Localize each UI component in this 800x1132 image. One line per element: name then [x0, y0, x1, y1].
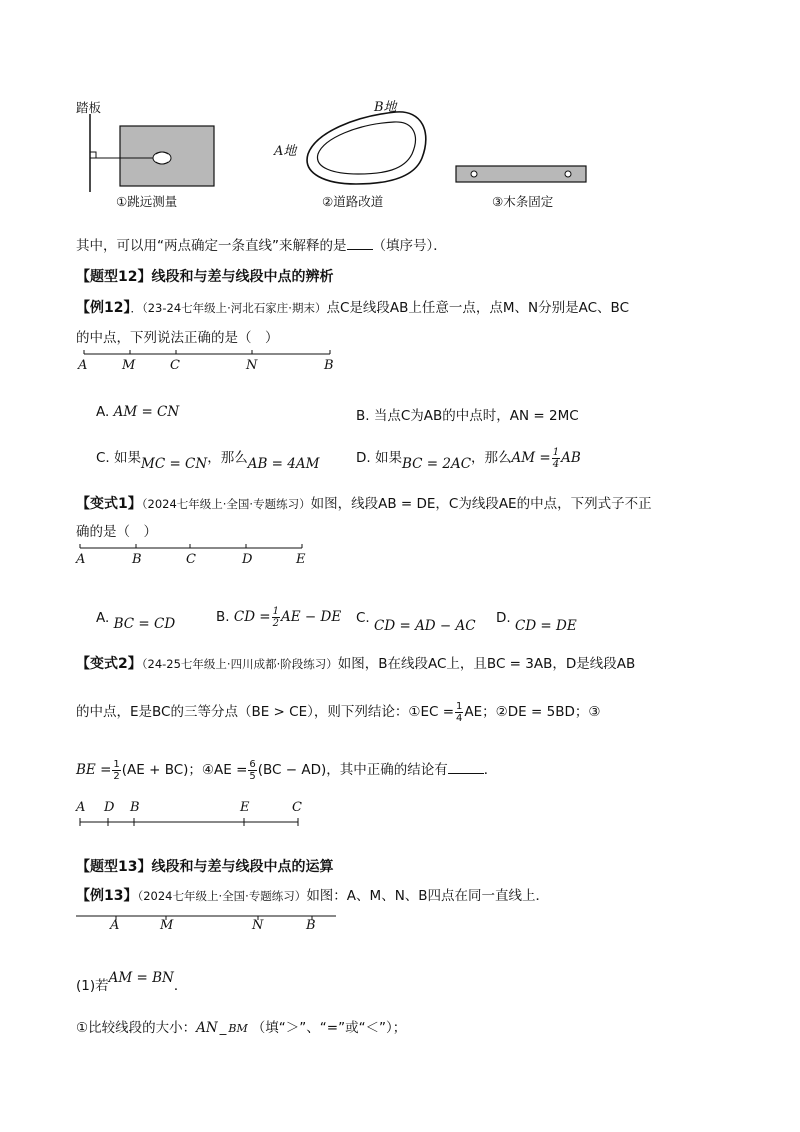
example12-tag: 【例12】	[76, 300, 131, 316]
ex12-point-m: M	[122, 358, 136, 373]
option-letter: C.	[356, 610, 370, 626]
option-letter: D.	[356, 450, 371, 466]
road-figure	[296, 102, 446, 202]
option-text: 当点C为AB的中点时，AN = 2MC	[373, 408, 579, 424]
q1-math: AM = BN	[108, 970, 174, 986]
v1-option-b[interactable]	[216, 606, 341, 629]
ex12-point-a: A	[78, 358, 88, 373]
variant2-text2b: AE；②DE = 5BD；③	[464, 704, 601, 720]
option-pre: 如果	[114, 450, 142, 466]
label-a-place: A地	[274, 144, 297, 159]
ex12-point-c: C	[170, 358, 180, 373]
example13-line	[76, 884, 549, 905]
v1-option-a[interactable]	[96, 610, 176, 632]
option-letter: C.	[96, 450, 110, 466]
answer-blank[interactable]	[347, 237, 373, 250]
variant2-text3d: ．	[483, 762, 498, 778]
wood-strip-figure	[452, 162, 592, 192]
intro-question	[76, 234, 447, 254]
fig1-caption: ①跳远测量	[116, 194, 178, 209]
option-letter: D.	[496, 610, 511, 626]
fraction: $\frac{1}{4}$	[456, 700, 463, 724]
q1a-pre: ①比较线段的大小：	[76, 1020, 197, 1036]
example12-text1: 点C是线段AB上任意一点，点M、N分别是AC、BC	[326, 300, 630, 316]
fig2-caption: ②道路改道	[322, 194, 384, 209]
variant2-line2	[76, 700, 600, 724]
ex12-option-d[interactable]	[356, 446, 581, 470]
ex13-point-b: B	[306, 918, 316, 933]
option-text: BC = CD	[113, 616, 176, 632]
variant2-text1: 如图，B在线段AC上，且BC = 3AB，D是线段AB	[337, 656, 636, 672]
type12-heading: 【题型12】线段和与差与线段中点的辨析	[76, 269, 334, 285]
example12-text2: 的中点，下列说法正确的是（ ）	[76, 330, 279, 346]
example12-source: ．（23-24七年级上·河北石家庄·期末）	[130, 301, 327, 315]
option-concl: AB = 4AM	[247, 456, 320, 472]
label-b-place: B地	[374, 100, 397, 115]
option-mid: ，那么	[207, 450, 248, 466]
v2-point-e: E	[240, 800, 250, 815]
option-text: CD = $\frac{1}{2}$ AE − DE	[233, 606, 342, 629]
example12-line1	[76, 296, 629, 317]
intro-suffix: （填序号）．	[372, 238, 447, 254]
v1-point-b: B	[132, 552, 142, 567]
variant2-text2a: 的中点，E是BC的三等分点（BE > CE），则下列结论：①EC =	[76, 704, 455, 720]
fraction: $\frac{1}{2}$	[113, 758, 120, 782]
variant2-source: （24-25七年级上·四川成都·阶段练习）	[141, 657, 338, 671]
q1a-math1: AN	[196, 1020, 218, 1036]
variant2-line3	[76, 758, 497, 782]
v2-point-d: D	[104, 800, 115, 815]
q1-suffix: ．	[173, 978, 188, 994]
variant2-tag: 【变式2】	[76, 656, 142, 672]
option-letter: B.	[356, 408, 370, 424]
ex12-option-b[interactable]	[356, 404, 579, 424]
option-text: AM = CN	[113, 404, 180, 420]
ex13-q1	[76, 970, 188, 994]
variant1-tag: 【变式1】	[76, 496, 142, 512]
example13-tag: 【例13】	[76, 888, 138, 904]
variant1-line-figure	[80, 544, 320, 554]
fig3-caption: ③木条固定	[492, 194, 554, 209]
q1-prefix: (1)若	[76, 978, 109, 994]
option-letter: A.	[96, 610, 110, 626]
ex12-point-n: N	[246, 358, 258, 373]
v2-point-c: C	[292, 800, 302, 815]
v1-point-a: A	[76, 552, 86, 567]
fraction: $\frac{1}{4}$	[552, 447, 560, 470]
option-text: CD = AD − AC	[374, 618, 476, 634]
variant2-text3c: (BC − AD)，其中正确的结论有	[257, 762, 448, 778]
ex12-option-c[interactable]	[96, 446, 320, 472]
option-concl: AM = $\frac{1}{4}$ AB	[511, 447, 581, 470]
type13-heading: 【题型13】线段和与差与线段中点的运算	[76, 859, 334, 875]
ex13-point-m: M	[160, 918, 174, 933]
v1-option-c[interactable]	[356, 610, 476, 634]
variant2-line-figure	[80, 818, 320, 828]
option-text: CD = DE	[514, 618, 577, 634]
v1-point-d: D	[242, 552, 253, 567]
ex12-point-b: B	[324, 358, 334, 373]
variant2-text3b: (AE + BC)；④AE =	[121, 762, 248, 778]
ex13-point-a: A	[110, 918, 120, 933]
option-cond: BC = 2AC	[401, 456, 472, 472]
example13-source: （2024七年级上·全国·专题练习）	[137, 889, 307, 903]
answer-blank[interactable]	[448, 761, 484, 774]
ex12-option-a[interactable]	[96, 404, 179, 420]
answer-blank[interactable]: _	[219, 1020, 227, 1036]
option-mid: ，那么	[471, 450, 512, 466]
variant2-line1	[76, 652, 635, 673]
example13-text: 如图：A、M、N、B四点在同一直线上．	[306, 888, 550, 904]
variant2-text3a: BE =	[76, 762, 112, 778]
v1-point-e: E	[296, 552, 306, 567]
fraction: $\frac{6}{5}$	[249, 758, 256, 782]
variant1-text1: 如图，线段AB = DE，C为线段AE的中点，下列式子不正	[310, 496, 652, 512]
pedal-label: 踏板	[76, 100, 102, 115]
option-pre: 如果	[374, 450, 402, 466]
q1a-math2: BM	[228, 1022, 248, 1035]
v1-option-d[interactable]	[496, 610, 577, 634]
v2-point-a: A	[76, 800, 86, 815]
ex13-point-n: N	[252, 918, 264, 933]
fraction: $\frac{1}{2}$	[272, 606, 279, 629]
ex13-q1a	[76, 1016, 406, 1036]
v2-point-b: B	[130, 800, 140, 815]
variant1-source: （2024七年级上·全国·专题练习）	[141, 497, 311, 511]
q1a-post: （填“＞”、“=”或“＜”）；	[251, 1020, 407, 1036]
v1-point-c: C	[186, 552, 196, 567]
option-cond: MC = CN	[141, 456, 208, 472]
variant1-line1	[76, 492, 652, 513]
intro-question-text: 其中，可以用“两点确定一条直线”来解释的是	[76, 238, 347, 254]
option-letter: B.	[216, 609, 230, 625]
variant1-text2: 确的是（ ）	[76, 524, 157, 540]
option-letter: A.	[96, 404, 110, 420]
